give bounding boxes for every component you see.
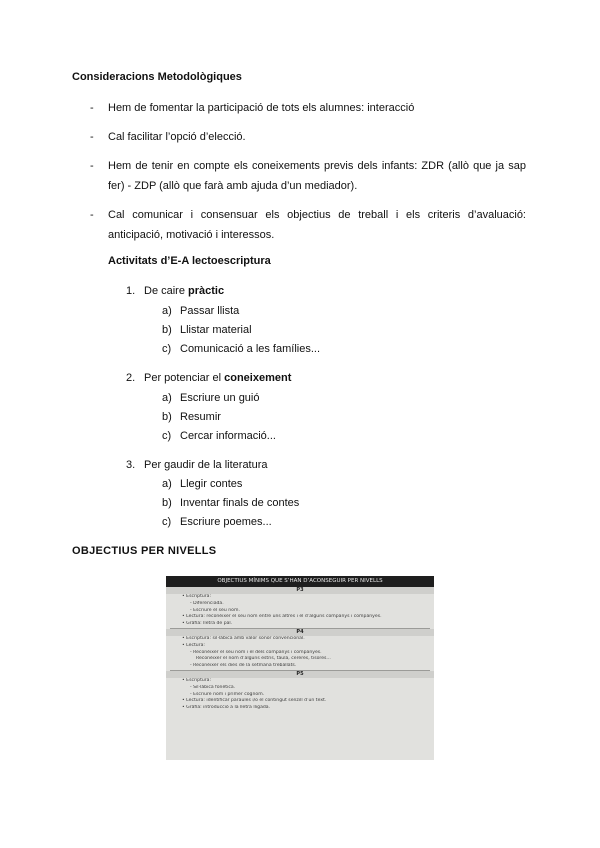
scan-header: OBJECTIUS MÍNIMS QUE S’HAN D’ACONSEGUIR PER NIVELLS — [166, 576, 434, 587]
bullet-text: Cal facilitar l’opció d’elecció. — [108, 131, 246, 143]
group-number: 3. — [126, 459, 136, 471]
scan-line: - Diferenciada. — [190, 600, 224, 606]
group-label: Per potenciar el coneixement — [144, 372, 292, 384]
bullet-dash: - — [90, 102, 94, 114]
scan-line: Reconèixer el nom d’alguns estris, taula, cereres, tisores... — [196, 656, 331, 662]
group-label: De caire pràctic — [144, 285, 225, 297]
scan-line: - Escriure el seu nom. — [190, 607, 240, 613]
activities-heading: Activitats d’E-A lectoescriptura — [108, 255, 271, 267]
scan-line: • Gràfia: introducció a la lletra lligada. — [182, 705, 271, 711]
scan-line: - Reconèixer el seu nom i el dels companys i companyes. — [190, 649, 322, 655]
level-label: P5 — [166, 671, 434, 678]
bullet-dash: - — [90, 160, 94, 172]
section-title: Consideracions Metodològiques — [72, 71, 242, 83]
scan-line: • Lectura: identificar paraules i/o el contingut senzill d’un text. — [182, 698, 327, 704]
activity-item: b) Llistar material — [162, 324, 252, 336]
bullet-text: Hem de tenir en compte els coneixements previs dels infants: ZDR (allò que ja sap fer) - ZDP (allò que farà amb ajuda d’un mediador). — [108, 160, 526, 192]
scan-line: • Lectura: reconèixer el seu nom entre uns altres i el d’alguns companys i companyes. — [182, 614, 382, 620]
scan-line: • Gràfia: lletra de pal. — [182, 621, 233, 627]
activity-item: c) Comunicació a les famílies... — [162, 343, 320, 355]
group-number: 1. — [126, 285, 136, 297]
level-label: P3 — [166, 587, 434, 594]
activity-item: a) Escriure un guió — [162, 392, 260, 404]
group-number: 2. — [126, 372, 136, 384]
bullet-text: Hem de fomentar la participació de tots els alumnes: interacció — [108, 102, 415, 114]
activity-item: b) Inventar finals de contes — [162, 497, 300, 509]
scan-line: • Lectura: — [182, 642, 205, 648]
bullet-text: Cal comunicar i consensuar els objectius de treball i els criteris d’avaluació: anticipació, motivació i interessos. — [108, 209, 526, 241]
objectives-title: OBJECTIUS PER NIVELLS — [72, 545, 217, 557]
objectives-table-image — [166, 576, 434, 760]
activity-item: a) Llegir contes — [162, 478, 243, 490]
bullet-dash: - — [90, 131, 94, 143]
activity-item: b) Resumir — [162, 411, 221, 423]
scan-line: - Sil·làbica fonètica. — [190, 684, 236, 690]
level-label: P4 — [166, 629, 434, 636]
scan-line: • Escriptura: — [182, 594, 212, 599]
activity-item: c) Escriure poemes... — [162, 516, 272, 528]
scan-line: - Escriure nom i primer cognom. — [190, 691, 265, 697]
bullet-dash: - — [90, 209, 94, 221]
activity-item: a) Passar llista — [162, 305, 240, 317]
scan-line: • Escriptura: sil·làbica amb valor sonor convencional. — [182, 635, 305, 641]
group-label: Per gaudir de la literatura — [144, 459, 268, 471]
scan-line: - Reconèixer els dies de la setmana treballats. — [190, 663, 297, 669]
activity-item: c) Cercar informació... — [162, 430, 276, 442]
scan-line: • Escriptura: — [182, 677, 212, 683]
